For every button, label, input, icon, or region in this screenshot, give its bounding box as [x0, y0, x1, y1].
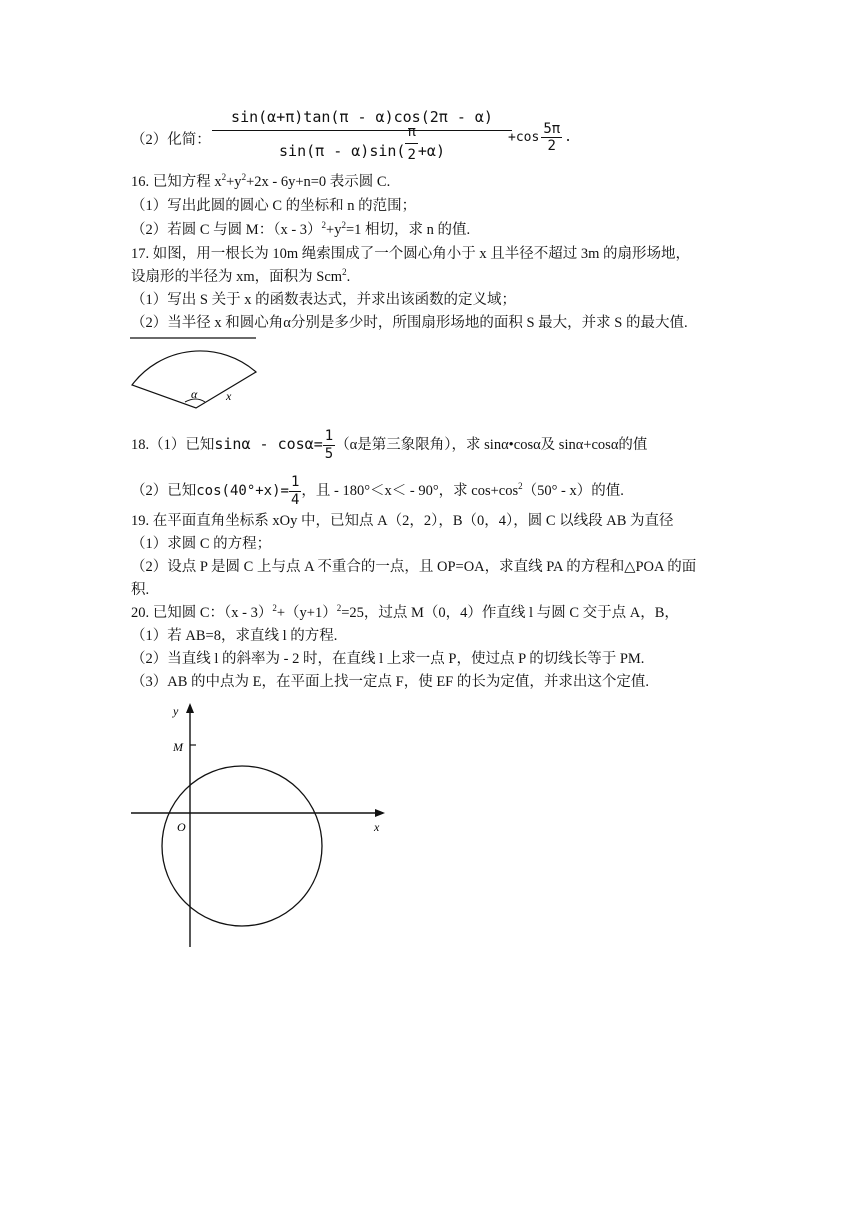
origin-label: O [177, 820, 186, 834]
q15-plus-cos: +cos $\frac{5\pi}{2}$ . [508, 121, 572, 154]
q15-part2-label: （2）化简： [131, 132, 211, 148]
q18-part2: （2）已知cos(40°+x)= $\frac{1}{4}$ ，且 - 180°＜x＜ - 90°，求 $\cos+\cos^2(50^\circ - x)$的值. [131, 474, 624, 508]
m-label: M [173, 740, 183, 754]
q15-main-fraction [212, 106, 512, 166]
q17-line2: 设扇形的半径为 xm，面积为 Scm$^2$. [131, 267, 351, 285]
q19-part1: （1）求圆 C 的方程； [131, 536, 272, 552]
q17-line1: 17. 如图，用一根长为 10m 绳索围成了一个圆心角小于 x 且半径不超过 3m 的扇形场地， [131, 246, 691, 262]
y-axis-arrow [186, 703, 194, 713]
q15-fraction-bar [212, 130, 512, 131]
q20-circle-figure [125, 695, 395, 955]
q20-part1: （1）若 AB=8，求直线 l 的方程. [131, 628, 338, 644]
q16-part2: （2）若圆 C 与圆 M：$(x - 3)^2+y^2=1$ 相切，求 n 的值. [131, 220, 471, 238]
q17-part1: （1）写出 S 关于 x 的函数表达式，并求出该函数的定义域； [131, 292, 517, 308]
q16-part1: （1）写出此圆的圆心 C 的坐标和 n 的范围； [131, 198, 417, 214]
q20-part3: （3）AB 的中点为 E，在平面上找一定点 F，使 EF 的长为定值，并求出这个定值. [131, 674, 649, 690]
sector-x-label: x [226, 389, 232, 403]
q19-title: 19. 在平面直角坐标系 xOy 中，已知点 A（2，2），B（0，4），圆 C 以线段 AB 为直径 [131, 513, 674, 529]
q15-numerator: sin(α+π)tan(π - α)cos(2π - α) [231, 108, 493, 126]
q20-title: 20. 已知圆 C：$(x - 3)^2+(y+1)^2=25$，过点 M（0，4）作直线 l 与圆 C 交于点 A，B， [131, 603, 679, 621]
x-axis-arrow [375, 809, 385, 817]
q17-sector-figure [125, 334, 265, 414]
circle-c [162, 766, 322, 926]
q18-part1: 18.（1）已知sinα - cosα= $\frac{1}{5}$ （α是第三象限角），求 sinα•cosα及 sinα+cosα的值 [131, 428, 648, 462]
q15-denominator: sin(π - α)sin( $\frac{\pi}{2}$ +α) [212, 137, 512, 166]
q17-part2: （2）当半径 x 和圆心角α分别是多少时，所围扇形场地的面积 S 最大，并求 S 的最大值. [131, 315, 688, 331]
y-axis-label: y [173, 704, 179, 718]
q16-title: 16. 已知方程 $x^2+y^2+2x - 6y+n=0$ 表示圆 C. [131, 172, 391, 190]
x-axis-label: x [374, 820, 380, 834]
sector-alpha-label: α [191, 387, 198, 401]
q20-part2: （2）当直线 l 的斜率为 - 2 时，在直线 l 上求一点 P，使过点 P 的切线长等于 PM. [131, 651, 645, 667]
q19-part2-line2: 积. [131, 582, 150, 598]
q19-part2-line1: （2）设点 P 是圆 C 上与点 A 不重合的一点，且 OP=OA，求直线 PA 的方程和△POA 的面 [131, 559, 697, 575]
